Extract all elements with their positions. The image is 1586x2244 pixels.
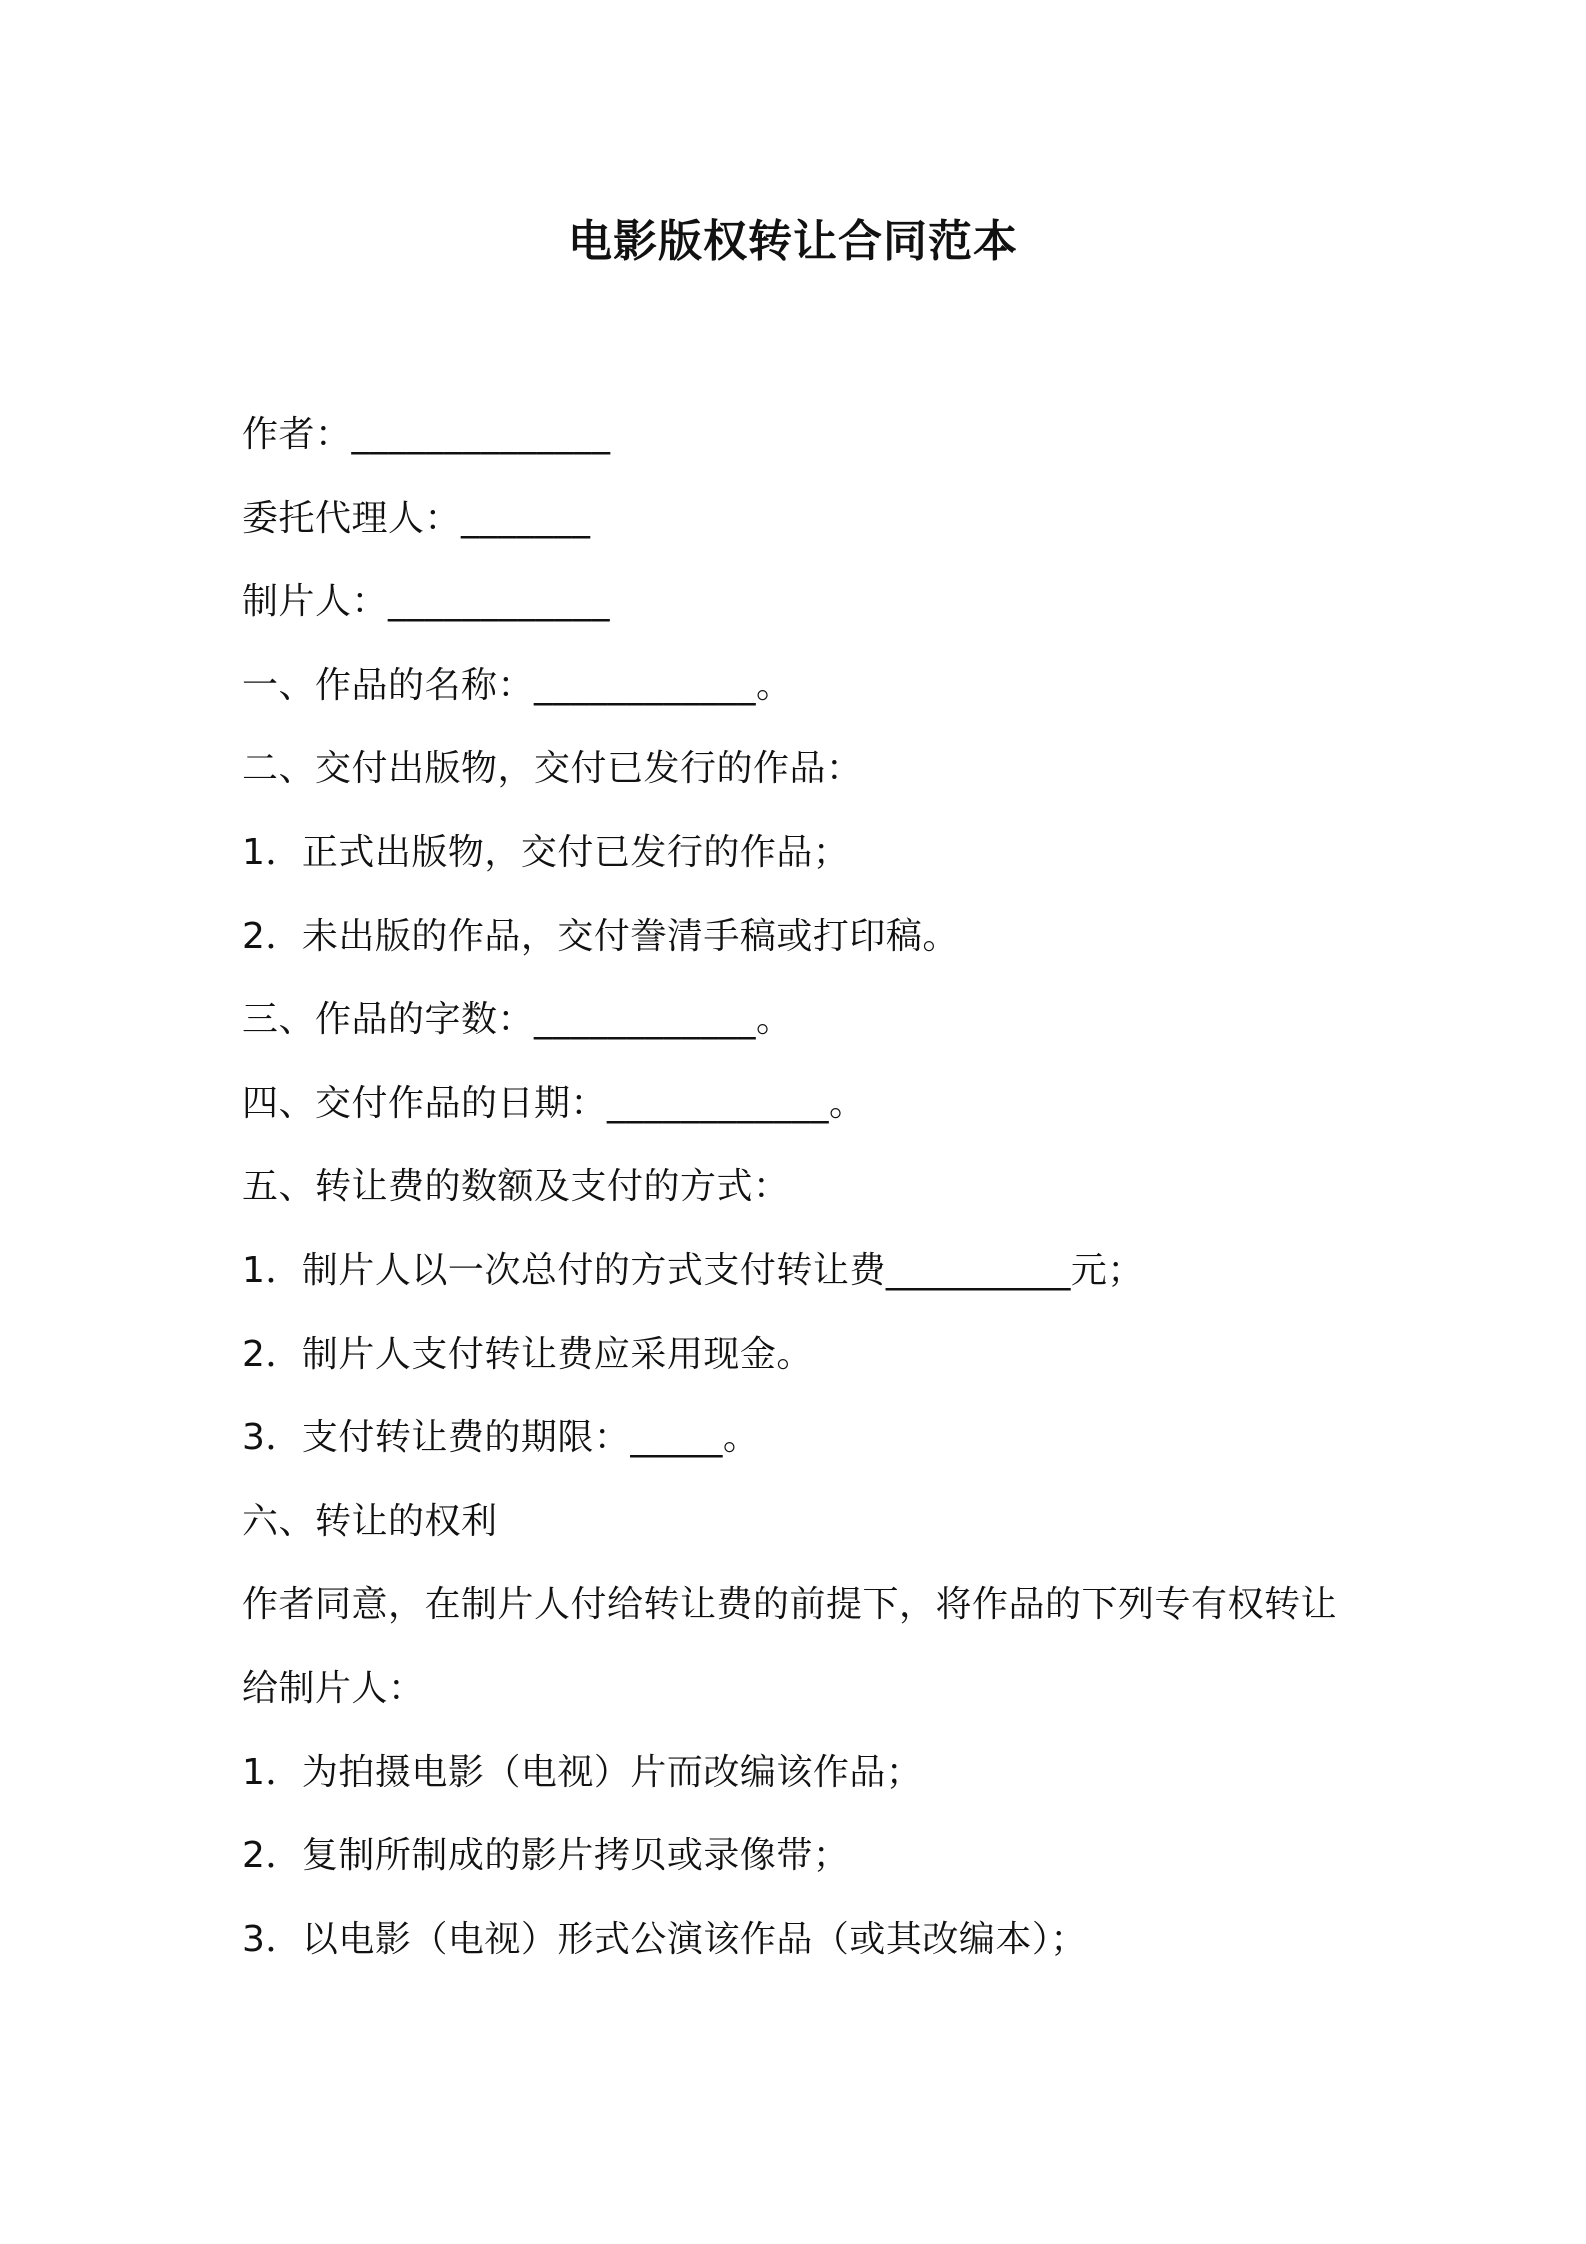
section-2-item-1: 1．正式出版物，交付已发行的作品； bbox=[242, 831, 850, 873]
document-title: 电影版权转让合同范本 bbox=[568, 216, 1018, 267]
section-6-transferred-rights: 六、转让的权利 bbox=[242, 1500, 498, 1542]
section-3-word-count: 三、作品的字数：____________。 bbox=[242, 999, 793, 1041]
section-6-item-1: 1．为拍摄电影（电视）片而改编该作品； bbox=[242, 1751, 923, 1793]
section-5-fee-payment: 五、转让费的数额及支付的方式： bbox=[242, 1166, 790, 1208]
author-field-line: 作者：______________ bbox=[242, 414, 611, 455]
section-5-item-1: 1．制片人以一次总付的方式支付转让费__________元； bbox=[242, 1249, 1144, 1291]
section-4-delivery-date: 四、交付作品的日期：____________。 bbox=[242, 1082, 866, 1124]
section-2-delivery: 二、交付出版物，交付已发行的作品： bbox=[242, 748, 863, 790]
producer-field-line: 制片人：____________ bbox=[242, 581, 611, 623]
section-2-item-2: 2．未出版的作品，交付誊清手稿或打印稿。 bbox=[242, 915, 959, 957]
section-6-item-3: 3．以电影（电视）形式公演该作品（或其改编本）； bbox=[242, 1918, 1087, 1960]
agent-field-line: 委托代理人：_______ bbox=[242, 497, 591, 539]
section-6-item-2: 2．复制所制成的影片拷贝或录像带； bbox=[242, 1835, 850, 1877]
section-6-paragraph-line-1: 作者同意，在制片人付给转让费的前提下，将作品的下列专有权转让 bbox=[242, 1584, 1338, 1626]
document-body bbox=[242, 405, 1392, 1993]
section-5-item-3: 3．支付转让费的期限：_____。 bbox=[242, 1417, 760, 1459]
section-6-paragraph-line-2: 给制片人： bbox=[242, 1667, 425, 1709]
section-5-item-2: 2．制片人支付转让费应采用现金。 bbox=[242, 1333, 813, 1375]
section-1-work-name: 一、作品的名称：____________。 bbox=[242, 664, 793, 706]
